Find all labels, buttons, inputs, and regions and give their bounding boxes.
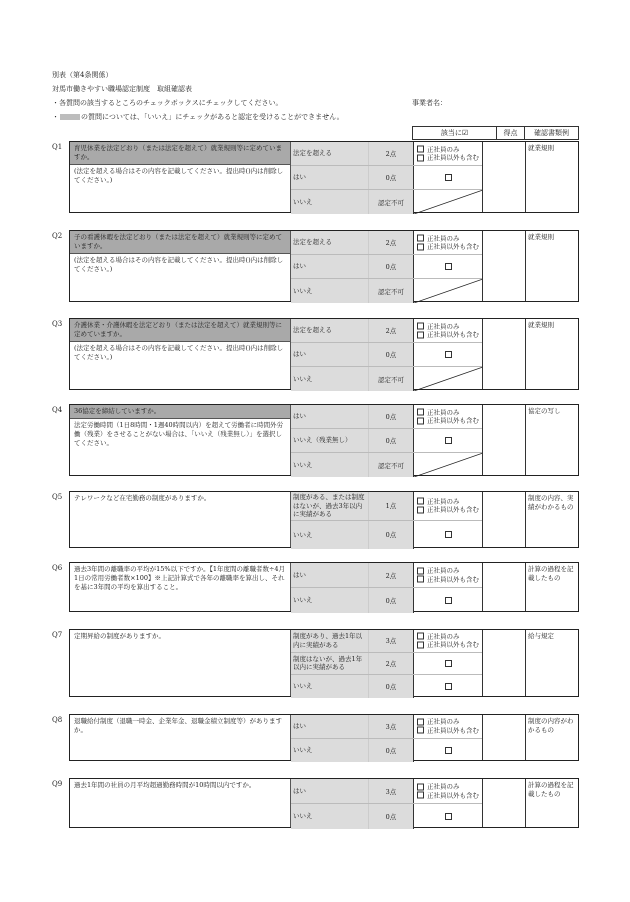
question-text: 定期昇給の制度がありますか。: [74, 632, 165, 640]
checkbox-including-others-label: 正社員以外も含む: [427, 153, 479, 162]
checkbox-icon[interactable]: [445, 437, 452, 444]
checkbox-including-others[interactable]: [417, 791, 479, 800]
question-text: 介護休業・介護休暇を法定どおり（または法定を超えて）就業規則等に定めていますか。: [70, 319, 290, 342]
option-points: 0点: [369, 405, 413, 428]
option-checkbox-cell: [413, 675, 482, 698]
answer-option-row: [291, 715, 482, 739]
option-label: いいえ: [291, 521, 369, 550]
checkbox-regular-only[interactable]: [417, 234, 479, 243]
option-checkbox-cell: [413, 804, 482, 829]
option-points: 2点: [369, 142, 413, 165]
score-cell[interactable]: [482, 630, 525, 696]
question-number: Q5: [52, 493, 63, 501]
checkbox-icon[interactable]: [417, 633, 424, 640]
diagonal-strike: [414, 453, 483, 477]
option-label: はい: [291, 166, 369, 189]
confirm-doc-cell: 計算の過程を記載したもの: [525, 779, 578, 827]
answer-options: [291, 142, 482, 212]
checkbox-including-others[interactable]: [417, 641, 479, 650]
option-points: 0点: [369, 675, 413, 698]
checkbox-group: [417, 322, 479, 339]
question-block: [69, 629, 579, 697]
confirm-doc-cell: 就業規則: [525, 231, 578, 301]
answer-option-row: [291, 429, 482, 453]
answer-option-row: [291, 367, 482, 391]
question-text-cell: [70, 563, 291, 611]
checkbox-regular-only-label: 正社員のみ: [427, 408, 460, 416]
checkbox-icon[interactable]: [417, 154, 424, 161]
answer-options: [291, 319, 482, 389]
question-block: [69, 562, 579, 612]
checkbox-regular-only-label: 正社員のみ: [427, 145, 460, 153]
checkbox-including-others[interactable]: [417, 417, 479, 426]
diagonal-strike: [414, 279, 483, 303]
question-text: 過去3年間の離職率の平均が15%以下ですか。【1年度間の離職者数÷4月1日の常用労働者数×100】※上記計算式で各年の離職率を算出し、それを基に3年間の平均を算出すること。: [74, 565, 286, 591]
checkbox-regular-only[interactable]: [417, 408, 479, 417]
checkbox-icon[interactable]: [417, 243, 424, 250]
business-name-label: 事業者名：: [412, 99, 447, 107]
answer-options: [291, 779, 482, 827]
option-label: いいえ: [291, 588, 369, 613]
checkbox-regular-only[interactable]: [417, 718, 479, 727]
option-checkbox-cell: [413, 715, 482, 738]
checkbox-icon[interactable]: [417, 506, 424, 513]
option-points: 0点: [369, 521, 413, 550]
question-note: (法定を超える場合はその内容を記載してください。提出時()内は削除してください。): [74, 256, 284, 273]
checkbox-group: [417, 234, 479, 251]
answer-option-row: [291, 453, 482, 477]
score-cell[interactable]: [482, 142, 525, 212]
option-checkbox-cell: [413, 453, 482, 477]
checkbox-group: [417, 718, 479, 735]
checkbox-group: [417, 408, 479, 425]
answer-options: [291, 715, 482, 760]
confirm-doc-cell: 制度の内容がわかるもの: [525, 715, 578, 760]
option-points: 2点: [369, 563, 413, 587]
score-cell[interactable]: [482, 563, 525, 611]
column-header-confirm-doc: 確認書類例: [524, 126, 579, 140]
question-block: [69, 141, 579, 213]
confirm-doc-cell: 就業規則: [525, 319, 578, 389]
answer-option-row: [291, 804, 482, 829]
question-block: [69, 230, 579, 302]
checkbox-group: [417, 497, 479, 514]
answer-options: [291, 405, 482, 475]
option-label: 法定を超える: [291, 319, 369, 342]
option-checkbox-cell: [413, 279, 482, 303]
checkbox-icon[interactable]: [417, 727, 424, 734]
option-checkbox-cell: [413, 588, 482, 613]
gray-highlight-legend: [60, 114, 80, 120]
question-text-cell: [70, 319, 291, 389]
option-label: いいえ: [291, 739, 369, 763]
question-text: 過去1年間の社員の月平均超過勤務時間が10時間以内ですか。: [74, 781, 256, 789]
question-text: 子の看護休暇を法定どおり（または法定を超えて）就業規則等に定めていますか。: [70, 231, 290, 254]
checkbox-icon[interactable]: [417, 792, 424, 799]
option-label: いいえ: [291, 675, 369, 698]
option-points: 0点: [369, 429, 413, 452]
option-checkbox-cell: [413, 563, 482, 587]
option-label: いいえ: [291, 804, 369, 829]
option-checkbox-cell: [413, 429, 482, 452]
option-label: はい: [291, 563, 369, 587]
option-points: 0点: [369, 166, 413, 189]
checkbox-regular-only[interactable]: [417, 632, 479, 641]
checkbox-regular-only-label: 正社員のみ: [427, 717, 460, 726]
answer-option-row: [291, 190, 482, 214]
checkbox-icon[interactable]: [417, 331, 424, 338]
checkbox-including-others[interactable]: [417, 506, 479, 515]
column-header-applicable: 該当に☑: [412, 126, 497, 140]
answer-options: [291, 492, 482, 547]
question-number: Q6: [52, 564, 63, 572]
option-checkbox-cell: [413, 319, 482, 342]
score-cell[interactable]: [482, 319, 525, 389]
question-text-cell: [70, 405, 291, 475]
checkbox-group: [417, 145, 479, 162]
question-block: [69, 404, 579, 476]
diagonal-strike: [414, 190, 483, 214]
option-points: 2点: [369, 231, 413, 254]
answer-options: [291, 630, 482, 696]
question-text: 退職給付制度（退職一時金、企業年金、退職金積立制度等）がありますか。: [74, 717, 282, 734]
option-points: 3点: [369, 779, 413, 803]
option-checkbox-cell: [413, 630, 482, 652]
question-block: [69, 318, 579, 390]
question-block: [69, 714, 579, 761]
checkbox-including-others-label: 正社員以外も含む: [427, 575, 479, 583]
checkbox-icon[interactable]: [445, 174, 452, 181]
question-text-cell: [70, 715, 291, 760]
answer-option-row: [291, 405, 482, 429]
question-text-cell: [70, 231, 291, 301]
option-points: 認定不可: [369, 279, 413, 303]
answer-option-row: [291, 653, 482, 676]
checkbox-regular-only-label: 正社員のみ: [427, 782, 460, 791]
option-checkbox-cell: [413, 739, 482, 763]
checkbox-including-others[interactable]: [417, 154, 479, 163]
option-points: 3点: [369, 715, 413, 738]
checkbox-including-others[interactable]: [417, 331, 479, 340]
score-cell[interactable]: [482, 779, 525, 827]
question-text: 36協定を締結していますか。: [70, 405, 290, 419]
checkbox-icon[interactable]: [417, 783, 424, 790]
question-note: 法定労働時間（1日8時間・1週40時間以内）を超えて労働者に時間外労働（残業）をさせることがない場合は、「いいえ（残業無し）」を選択してください。: [74, 421, 284, 447]
option-points: 0点: [369, 588, 413, 613]
option-label: いいえ: [291, 453, 369, 477]
checkbox-icon[interactable]: [417, 409, 424, 416]
checkbox-regular-only[interactable]: [417, 497, 479, 506]
option-label: はい: [291, 779, 369, 803]
checkbox-icon[interactable]: [445, 597, 452, 604]
answer-option-row: [291, 779, 482, 804]
checkbox-icon[interactable]: [445, 813, 452, 820]
option-label: いいえ: [291, 367, 369, 391]
checkbox-including-others-label: 正社員以外も含む: [427, 791, 479, 799]
option-checkbox-cell: [413, 492, 482, 520]
question-number: Q7: [52, 631, 63, 639]
checkbox-icon[interactable]: [445, 263, 452, 270]
checkbox-icon[interactable]: [417, 498, 424, 505]
answer-option-row: [291, 255, 482, 279]
option-checkbox-cell: [413, 343, 482, 366]
question-number: Q8: [52, 716, 63, 724]
score-cell[interactable]: [482, 405, 525, 475]
checkbox-icon[interactable]: [417, 235, 424, 242]
option-checkbox-cell: [413, 367, 482, 391]
option-label: 法定を超える: [291, 231, 369, 254]
checkbox-group: [417, 783, 479, 800]
option-checkbox-cell: [413, 190, 482, 214]
confirm-doc-cell: 計算の過程を記載したもの: [525, 563, 578, 611]
answer-option-row: [291, 563, 482, 588]
instruction-1: ・各質問の該当するところのチェックボックスにチェックしてください。: [52, 99, 283, 107]
checkbox-icon[interactable]: [445, 660, 452, 667]
answer-option-row: [291, 279, 482, 303]
question-block: [69, 491, 579, 548]
option-points: 0点: [369, 343, 413, 366]
option-points: 0点: [369, 739, 413, 763]
checkbox-including-others[interactable]: [417, 726, 479, 735]
answer-option-row: [291, 231, 482, 255]
score-cell[interactable]: [482, 715, 525, 760]
checkbox-group: [417, 567, 479, 584]
option-checkbox-cell: [413, 405, 482, 428]
option-points: 2点: [369, 653, 413, 675]
question-number: Q2: [52, 232, 63, 240]
answer-option-row: [291, 142, 482, 166]
option-points: 認定不可: [369, 453, 413, 477]
confirm-doc-cell: 制度の内容、実績がわかるもの: [525, 492, 578, 547]
checkbox-icon[interactable]: [445, 351, 452, 358]
checkbox-including-others-label: 正社員以外も含む: [427, 330, 479, 339]
checkbox-including-others-label: 正社員以外も含む: [427, 242, 479, 251]
checkbox-regular-only[interactable]: [417, 322, 479, 331]
option-label: いいえ（残業無し）: [291, 429, 369, 452]
checkbox-regular-only[interactable]: [417, 783, 479, 792]
question-number: Q1: [52, 143, 63, 151]
option-checkbox-cell: [413, 521, 482, 550]
option-checkbox-cell: [413, 653, 482, 675]
checkbox-icon[interactable]: [417, 567, 424, 574]
option-checkbox-cell: [413, 779, 482, 803]
column-header-score: 得点: [496, 126, 525, 140]
question-block: [69, 778, 579, 828]
checkbox-icon[interactable]: [417, 718, 424, 725]
option-label: いいえ: [291, 190, 369, 214]
checkbox-regular-only-label: 正社員のみ: [427, 566, 460, 575]
checkbox-regular-only-label: 正社員のみ: [427, 234, 460, 242]
option-checkbox-cell: [413, 255, 482, 278]
option-checkbox-cell: [413, 231, 482, 254]
checkbox-regular-only[interactable]: [417, 567, 479, 576]
option-checkbox-cell: [413, 142, 482, 165]
form-title: 対馬市働きやすい職場認定制度 取組確認表: [52, 85, 192, 93]
checkbox-icon[interactable]: [417, 641, 424, 648]
question-text: 育児休業を法定どおり（または法定を超えて）就業規則等に定めていますか。: [70, 142, 290, 165]
question-note: (法定を超える場合はその内容を記載してください。提出時()内は削除してください。): [74, 167, 284, 184]
form-annex-label: 別表（第4条関係）: [52, 71, 113, 79]
question-text-cell: [70, 630, 291, 696]
option-label: はい: [291, 255, 369, 278]
option-points: 認定不可: [369, 367, 413, 391]
answer-option-row: [291, 675, 482, 698]
option-label: はい: [291, 405, 369, 428]
question-text-cell: [70, 779, 291, 827]
checkbox-including-others[interactable]: [417, 575, 479, 584]
option-label: はい: [291, 715, 369, 738]
checkbox-group: [417, 632, 479, 649]
answer-option-row: [291, 630, 482, 653]
option-points: 0点: [369, 804, 413, 829]
question-number: Q9: [52, 780, 63, 788]
checkbox-icon[interactable]: [417, 417, 424, 424]
question-text-cell: [70, 492, 291, 547]
answer-option-row: [291, 521, 482, 550]
answer-options: [291, 231, 482, 301]
checkbox-icon[interactable]: [417, 146, 424, 153]
checkbox-regular-only-label: 正社員のみ: [427, 632, 460, 641]
diagonal-strike: [414, 367, 483, 391]
answer-option-row: [291, 166, 482, 190]
option-points: 認定不可: [369, 190, 413, 214]
question-text-cell: [70, 142, 291, 212]
option-points: 3点: [369, 630, 413, 652]
answer-option-row: [291, 739, 482, 763]
checkbox-regular-only-label: 正社員のみ: [427, 322, 460, 330]
answer-options: [291, 563, 482, 611]
answer-option-row: [291, 492, 482, 521]
checkbox-including-others-label: 正社員以外も含む: [427, 416, 479, 425]
answer-option-row: [291, 588, 482, 613]
option-label: 制度がある、または制度はないが、過去3年以内に実績がある: [291, 492, 369, 520]
confirm-doc-cell: 給与規定: [525, 630, 578, 696]
question-number: Q4: [52, 406, 63, 414]
option-points: 0点: [369, 255, 413, 278]
checkbox-regular-only-label: 正社員のみ: [427, 497, 460, 506]
option-label: いいえ: [291, 279, 369, 303]
checkbox-including-others-label: 正社員以外も含む: [427, 505, 479, 514]
confirm-doc-cell: 就業規則: [525, 142, 578, 212]
option-points: 1点: [369, 492, 413, 520]
option-checkbox-cell: [413, 166, 482, 189]
option-label: 制度があり、過去1年以内に実績がある: [291, 630, 369, 652]
confirm-doc-cell: 協定の写し: [525, 405, 578, 475]
checkbox-including-others-label: 正社員以外も含む: [427, 640, 479, 649]
checkbox-icon[interactable]: [445, 747, 452, 754]
checkbox-including-others[interactable]: [417, 243, 479, 252]
checkbox-including-others-label: 正社員以外も含む: [427, 726, 479, 735]
question-text: テレワークなど在宅勤務の制度がありますか。: [74, 494, 211, 502]
answer-option-row: [291, 343, 482, 367]
question-note: (法定を超える場合はその内容を記載してください。提出時()内は削除してください。): [74, 344, 284, 361]
checkbox-icon[interactable]: [417, 323, 424, 330]
option-label: 法定を超える: [291, 142, 369, 165]
score-cell[interactable]: [482, 492, 525, 547]
score-cell[interactable]: [482, 231, 525, 301]
checkbox-regular-only[interactable]: [417, 145, 479, 154]
checkbox-icon[interactable]: [417, 576, 424, 583]
question-number: Q3: [52, 320, 63, 328]
instruction-2: ・ の質問については、「いいえ」にチェックがあると認定を受けることができません。: [52, 113, 344, 121]
option-label: 制度はないが、過去1年以内に実績がある: [291, 653, 369, 675]
checkbox-icon[interactable]: [445, 683, 452, 690]
option-label: はい: [291, 343, 369, 366]
answer-option-row: [291, 319, 482, 343]
checkbox-icon[interactable]: [445, 531, 452, 538]
option-points: 2点: [369, 319, 413, 342]
